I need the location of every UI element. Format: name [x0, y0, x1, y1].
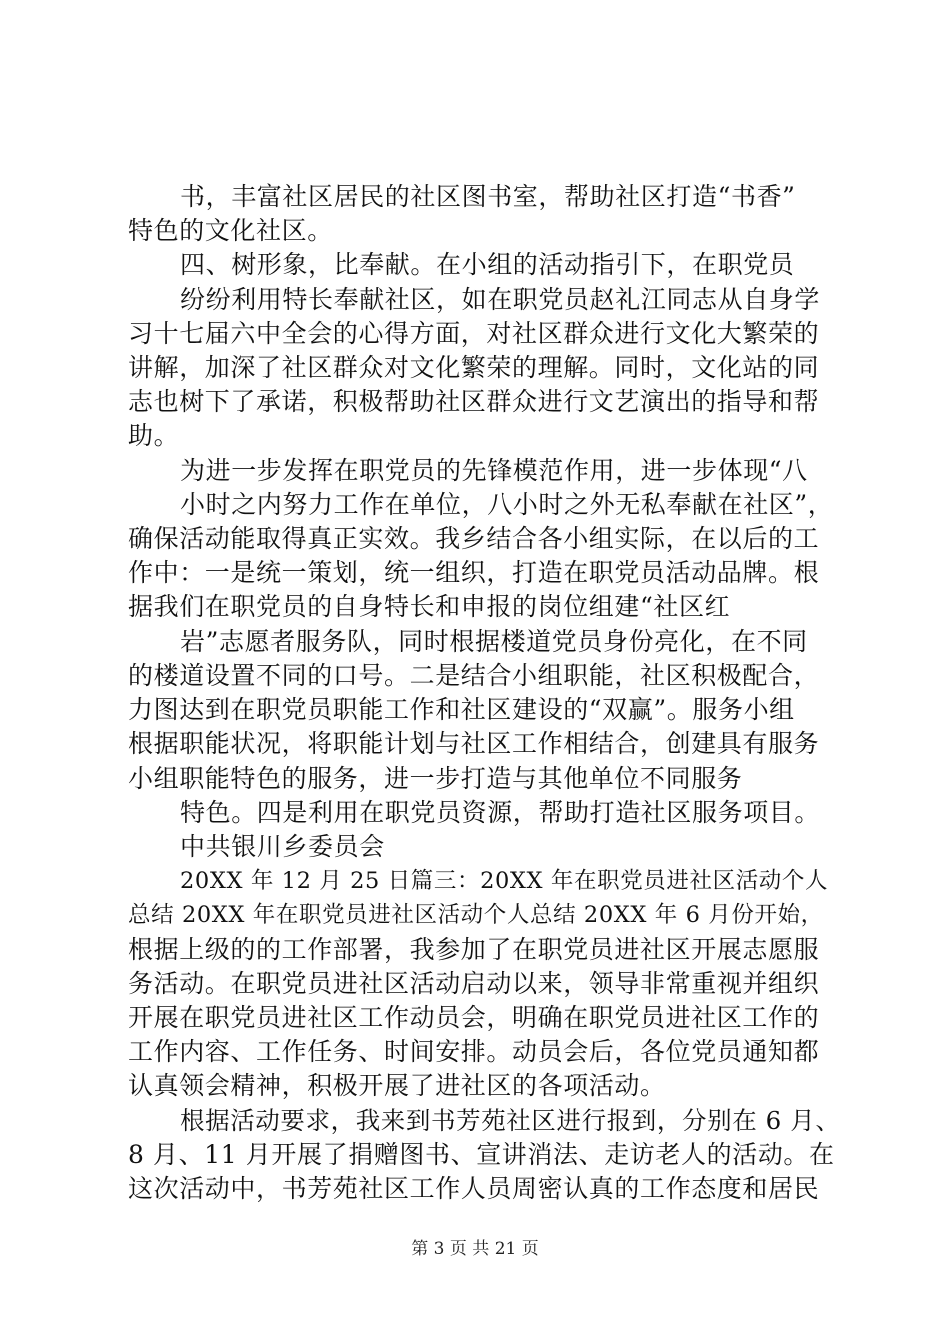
text-line: 讲解，加深了社区群众对文化繁荣的理解。同时，文化站的同	[128, 353, 820, 382]
text-line: 志也树下了承诺，积极帮助社区群众进行文艺演出的指导和帮	[128, 387, 820, 416]
text-line: 务活动。在职党员进社区活动启动以来，领导非常重视并组织	[128, 969, 820, 998]
text-line: 力图达到在职党员职能工作和社区建设的“双赢”。服务小组	[128, 695, 795, 724]
text-line: 纷纷利用特长奉献社区，如在职党员赵礼江同志从自身学	[180, 285, 821, 314]
page-footer: 第 3 页 共 21 页	[411, 1239, 539, 1259]
text-line: 根据职能状况，将职能计划与社区工作相结合，创建具有服务	[128, 729, 820, 758]
text-line: 20XX 年 12 月 25 日篇三：20XX 年在职党员进社区活动个人	[180, 868, 829, 894]
text-line: 8 月、11 月开展了捐赠图书、宣讲消法、走访老人的活动。在	[128, 1140, 835, 1169]
text-line: 小时之内努力工作在单位，八小时之外无私奉献在社区”，	[180, 490, 834, 519]
text-line: 的楼道设置不同的口号。二是结合小组职能，社区积极配合，	[128, 661, 820, 690]
text-line: 习十七届六中全会的心得方面，对社区群众进行文化大繁荣的	[128, 319, 820, 348]
text-line: 据我们在职党员的自身特长和申报的岗位组建“社区红	[128, 592, 731, 621]
text-line: 助。	[128, 421, 180, 450]
text-line: 小组职能特色的服务，进一步打造与其他单位不同服务	[128, 764, 743, 793]
text-line: 作中：一是统一策划，统一组织，打造在职党员活动品牌。根	[128, 558, 820, 587]
text-line: 根据活动要求，我来到书芳苑社区进行报到，分别在 6 月、	[180, 1106, 840, 1135]
text-line: 根据上级的的工作部署，我参加了在职党员进社区开展志愿服	[128, 935, 820, 964]
text-line: 这次活动中，书芳苑社区工作人员周密认真的工作态度和居民	[128, 1174, 820, 1203]
text-line: 开展在职党员进社区工作动员会，明确在职党员进社区工作的	[128, 1003, 820, 1032]
text-line: 为进一步发挥在职党员的先锋模范作用，进一步体现“八	[180, 456, 808, 485]
text-line: 岩”志愿者服务队，同时根据楼道党员身份亮化，在不同	[180, 627, 808, 656]
text-line: 认真领会精神，积极开展了进社区的各项活动。	[128, 1071, 666, 1100]
signature-org: 中共银川乡委员会	[180, 832, 385, 861]
text-line: 四、树形象，比奉献。在小组的活动指引下，在职党员	[180, 250, 795, 279]
text-line: 特色的文化社区。	[128, 216, 333, 245]
text-line: 工作内容、工作任务、时间安排。动员会后，各位党员通知都	[128, 1037, 820, 1066]
text-line: 确保活动能取得真正实效。我乡结合各小组实际，在以后的工	[128, 524, 820, 553]
text-line: 书，丰富社区居民的社区图书室，帮助社区打造“书香”	[180, 182, 796, 211]
text-line: 特色。四是利用在职党员资源，帮助打造社区服务项目。	[180, 798, 821, 827]
text-line: 总结 20XX 年在职党员进社区活动个人总结 20XX 年 6 月份开始，	[128, 902, 824, 928]
